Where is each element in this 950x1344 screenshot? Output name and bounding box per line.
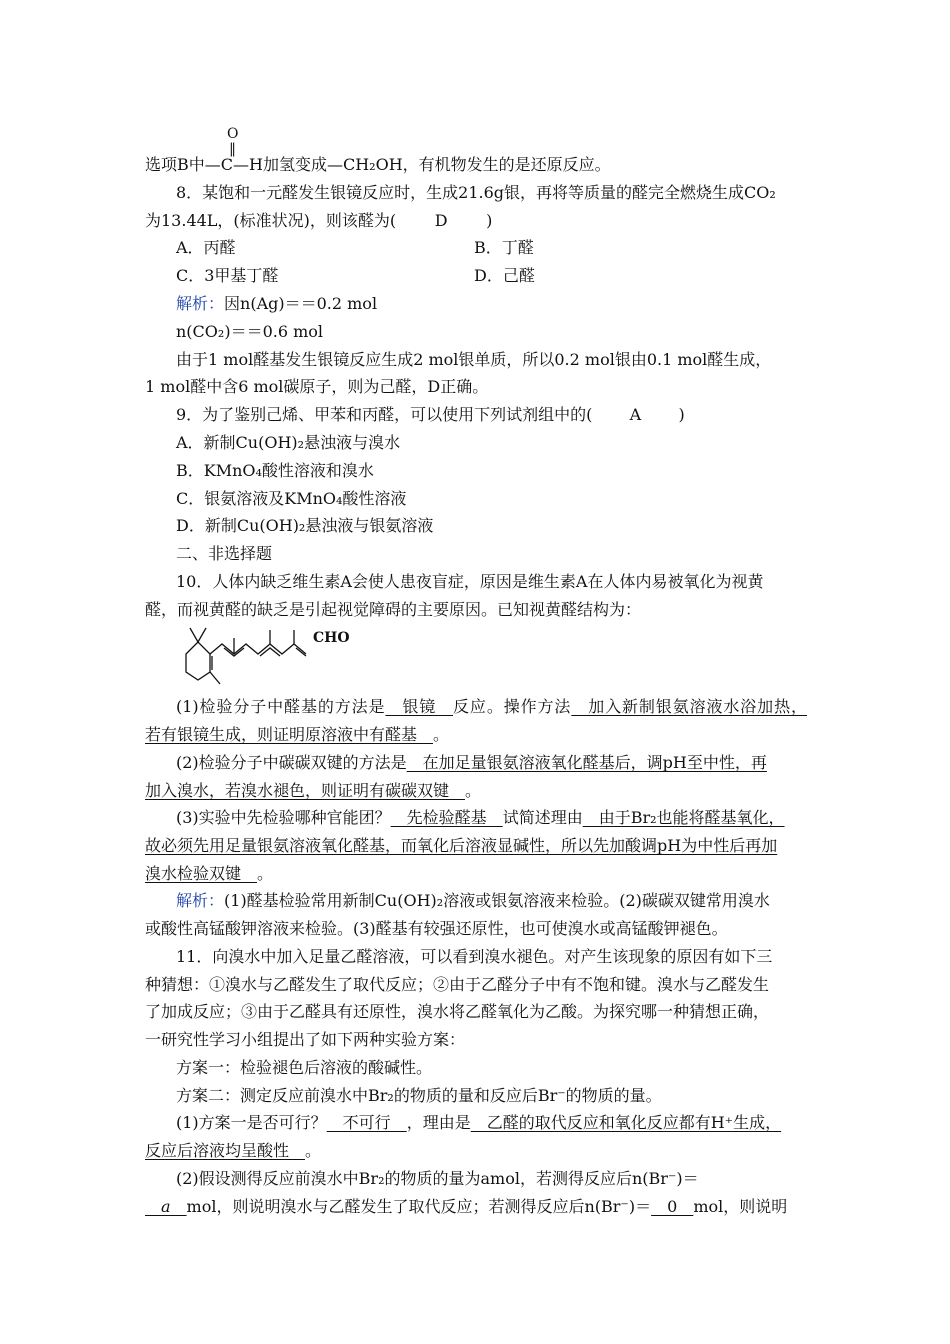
q9-option-c: C．银氨溶液及KMnO₄酸性溶液 <box>176 489 407 508</box>
q9-option-a: A．新制Cu(OH)₂悬浊液与溴水 <box>176 433 401 452</box>
answer-blank: 溴水检验双键 <box>145 864 258 883</box>
answer-blank: 0 <box>651 1197 694 1216</box>
q8-option-d: D．己醛 <box>474 266 535 285</box>
q11-part1-line2: 反应后溶液均呈酸性 。 <box>145 1141 322 1160</box>
answer-blank: 反应后溶液均呈酸性 <box>145 1141 306 1160</box>
carbonyl-formula: —C—H <box>204 155 263 174</box>
q8-option-a: A．丙醛 <box>176 238 236 257</box>
answer-blank: 在加足量银氨溶液氧化醛基后，调pH至中性，再 <box>406 753 767 772</box>
q8-option-b: B．丁醛 <box>474 238 534 257</box>
q11-stem-3: 了加成反应；③由于乙醛具有还原性，溴水将乙醛氧化为乙酸。为探究哪一种猜想正确， <box>145 1002 770 1021</box>
q11-part2-line1: (2)假设测得反应前溴水中Br₂的物质的量为amol，若测得反应后n(Br⁻)＝ <box>176 1169 699 1188</box>
q8-option-c: C．3甲基丁醛 <box>176 266 279 285</box>
q8-stem-2: 为13.44L，(标准状况)，则该醛为( D ) <box>145 211 493 230</box>
q11-stem-2: 种猜想：①溴水与乙醛发生了取代反应；②由于乙醛分子中有不饱和键。溴水与乙醛发生 <box>145 975 770 994</box>
answer-blank: 由于Br₂也能将醛基氧化， <box>582 808 785 827</box>
q11-part2-line2: a mol，则说明溴水与乙醛发生了取代反应；若测得反应后n(Br⁻)＝ 0 mol，则说明 <box>145 1197 788 1216</box>
analysis-label: 解析： <box>176 891 225 910</box>
q9-option-d: D．新制Cu(OH)₂悬浊液与银氨溶液 <box>176 516 434 535</box>
q10-analysis-2: 或酸性高锰酸钾溶液来检验。(3)醛基有较强还原性，也可使溴水或高锰酸钾褪色。 <box>145 919 728 938</box>
q10-part3-line1: (3)实验中先检验哪种官能团？ 先检验醛基 试简述理由 由于Br₂也能将醛基氧化， <box>176 808 785 827</box>
q8-analysis-1: 解析：因n(Ag)＝＝0.2 mol <box>176 294 378 313</box>
q11-stem-4: 一研究性学习小组提出了如下两种实验方案： <box>145 1030 466 1049</box>
answer-blank: 先检验醛基 <box>390 808 503 827</box>
q10-part2-line2: 加入溴水，若溴水褪色，则证明有碳碳双键 。 <box>145 781 482 800</box>
q9-answer: A <box>629 405 642 424</box>
q10-part3-line2 <box>145 836 777 858</box>
answer-blank: 银镜 <box>385 697 454 716</box>
top-line: 选项B中—C—H加氢变成—CH₂OH，有机物发生的是还原反应。 <box>145 155 611 174</box>
answer-blank: 若有银镜生成，则证明原溶液中有醛基 <box>145 725 434 744</box>
answer-blank: a <box>145 1197 187 1216</box>
q10-part3-line3: 溴水检验双键 。 <box>145 864 274 883</box>
cho-label: CHO <box>313 630 350 646</box>
double-bond-mark: ‖ <box>229 141 236 157</box>
answer-blank: 加入溴水，若溴水褪色，则证明有碳碳双键 <box>145 781 466 800</box>
q9-option-b: B．KMnO₄酸性溶液和溴水 <box>176 461 374 480</box>
q8-answer: D <box>434 211 448 230</box>
section-heading: 二、非选择题 <box>176 544 273 563</box>
q11-stem-1: 11．向溴水中加入足量乙醛溶液，可以看到溴水褪色。对产生该现象的原因有如下三 <box>176 947 773 966</box>
q10-stem-1: 10．人体内缺乏维生素A会使人患夜盲症，原因是维生素A在人体内易被氧化为视黄 <box>176 572 764 591</box>
answer-blank: 故必须先用足量银氨溶液氧化醛基，而氧化后溶液显碱性，所以先加酸调pH为中性后再加 <box>145 836 778 855</box>
q11-plan-2: 方案二：测定反应前溴水中Br₂的物质的量和反应后Br⁻的物质的量。 <box>176 1086 662 1105</box>
q10-part2-line1: (2)检验分子中碳碳双键的方法是 在加足量银氨溶液氧化醛基后，调pH至中性，再 <box>176 753 767 772</box>
q11-part1-line1: (1)方案一是否可行？ 不可行 ，理由是 乙醛的取代反应和氧化反应都有H⁺生成， <box>176 1113 782 1132</box>
q8-analysis-4: 1 mol醛中含6 mol碳原子，则为己醛，D正确。 <box>145 377 489 396</box>
answer-blank: 加入新制银氨溶液水浴加热， <box>571 697 807 716</box>
answer-blank: 不可行 <box>326 1113 407 1132</box>
q11-plan-1: 方案一：检验褪色后溶液的酸碱性。 <box>176 1058 433 1077</box>
q10-part1-line1: (1)检验分子中醛基的方法是 银镜 反应。操作方法 加入新制银氨溶液水浴加热， <box>176 697 807 716</box>
q8-stem-1: 8．某饱和一元醛发生银镜反应时，生成21.6g银，再将等质量的醛完全燃烧生成CO₂ <box>176 183 776 202</box>
q10-part1-line2: 若有银镜生成，则证明原溶液中有醛基 。 <box>145 725 450 744</box>
oxygen-atom: O <box>227 126 239 142</box>
q10-stem-2: 醛，而视黄醛的缺乏是引起视觉障碍的主要原因。已知视黄醛结构为： <box>145 600 642 619</box>
answer-blank: 乙醛的取代反应和氧化反应都有H⁺生成， <box>470 1113 782 1132</box>
q10-analysis-1: 解析：(1)醛基检验常用新制Cu(OH)₂溶液或银氨溶液来检验。(2)碳碳双键常用溴水 <box>176 891 770 910</box>
q8-analysis-3: 由于1 mol醛基发生银镜反应生成2 mol银单质，所以0.2 mol银由0.1 mol醛生成， <box>176 350 772 369</box>
ring <box>186 642 210 680</box>
q9-stem: 9．为了鉴别己烯、甲苯和丙醛，可以使用下列试剂组中的( A ) <box>176 405 685 424</box>
analysis-label: 解析： <box>176 294 225 313</box>
q8-analysis-2: n(CO₂)＝＝0.6 mol <box>176 322 324 341</box>
